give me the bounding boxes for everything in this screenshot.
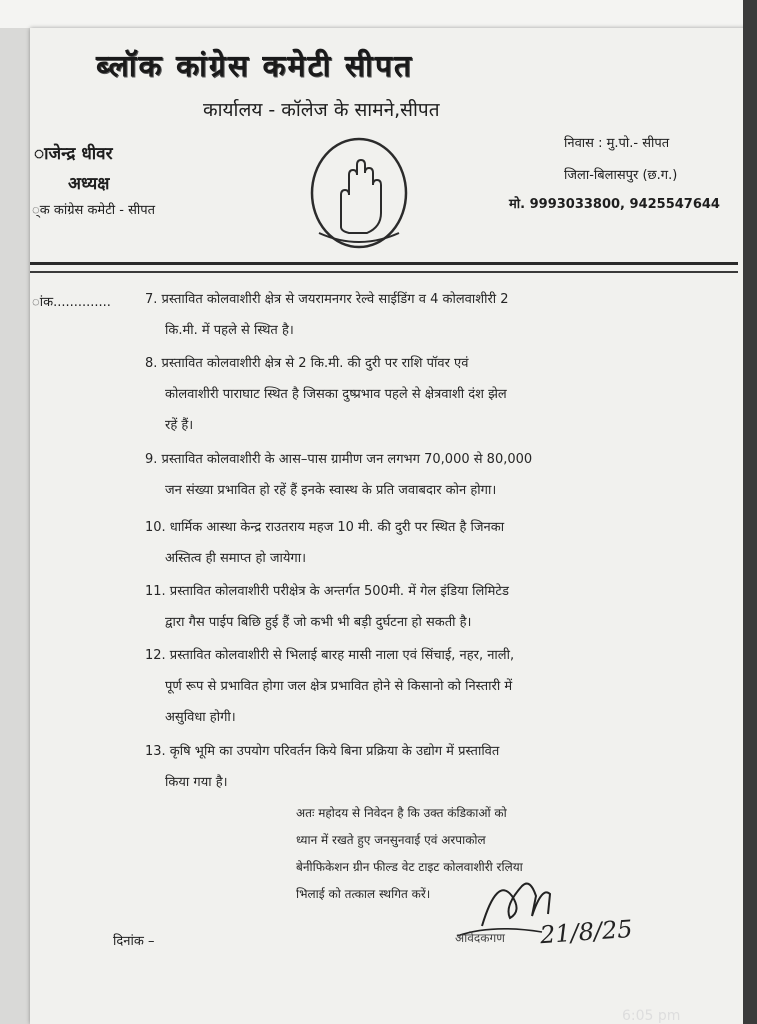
list-item-line: असुविधा होगी। [165, 710, 236, 725]
list-item-line: जन संख्या प्रभावित हो रहें हैं इनके स्वास्थ के प्रति जवाबदार कोन होगा। [165, 483, 497, 498]
list-item-7 [145, 284, 509, 346]
mobile-numbers: मो. 9993033800, 9425547644 [509, 197, 720, 212]
list-item-line: किया गया है। [165, 775, 228, 790]
list-item-line: 11. प्रस्तावित कोलवाशीरी परीक्षेत्र के अन्तर्गत 500मी. में गेल इंडिया लिमिटेड [145, 584, 509, 599]
reference-number-label: ांक.............. [32, 295, 111, 310]
list-item-line: पूर्ण रूप से प्रभावित होगा जल क्षेत्र प्रभावित होने से किसानो को निस्तारी में [165, 679, 513, 694]
list-item-8 [145, 348, 507, 441]
list-item-line: 13. कृषि भूमि का उपयोग परिवर्तन किये बिना प्रक्रिया के उद्योग में प्रस्तावित [145, 744, 500, 759]
letterhead-title: ब्लॉक कांग्रेस कमेटी सीपत [96, 49, 413, 84]
residence-address: निवास : मु.पो.- सीपत [564, 136, 670, 151]
district-address: जिला-बिलासपुर (छ.ग.) [564, 168, 678, 183]
list-item-line: द्वारा गैस पाईप बिछि हुई हैं जो कभी भी बड़ी दुर्घटना हो सकती है। [165, 615, 472, 630]
closing-line: बेनीफिकेशन ग्रीन फील्ड वेट टाइट कोलवाशीरी रलिया [296, 860, 523, 874]
office-address: कार्यालय - कॉलेज के सामने,सीपत [203, 99, 440, 121]
timestamp: 6:05 pm [622, 1008, 681, 1024]
top-strip [0, 0, 757, 28]
list-item-line: अस्तित्व ही समाप्त हो जायेगा। [165, 551, 307, 566]
applicant-label: आवेदकगण [455, 931, 505, 945]
list-item-line: 9. प्रस्तावित कोलवाशीरी के आस–पास ग्रामीण जन लगभग 70,000 से 80,000 [145, 452, 533, 467]
list-item-11 [145, 576, 509, 638]
date-label: दिनांक – [113, 934, 155, 949]
congress-hand-icon [307, 135, 411, 253]
list-item-9 [145, 444, 532, 506]
edge-shadow [743, 0, 757, 1024]
letterhead-rule-thin [30, 271, 738, 273]
list-item-line: रहें हैं। [165, 418, 194, 433]
closing-line: भिलाई को तत्काल स्थगित करें। [296, 887, 431, 901]
list-item-line: कि.मी. में पहले से स्थित है। [165, 323, 294, 338]
list-item-line: कोलवाशीरी पाराघाट स्थित है जिसका दुष्प्रभाव पहले से क्षेत्रवाशी दंश झेल [165, 387, 507, 402]
letterhead-rule-thick [30, 262, 738, 265]
president-role: अध्यक्ष [68, 174, 110, 194]
closing-line: ध्यान में रखते हुए जनसुनवाई एवं अरपाकोल [296, 833, 486, 847]
committee-name: ्क कांग्रेस कमेटी - सीपत [32, 203, 156, 218]
closing-line: अतः महोदय से निवेदन है कि उक्त कंडिकाओं को [296, 806, 507, 820]
list-item-line: 10. धार्मिक आस्था केन्द्र राउतराय महज 10 मी. की दुरी पर स्थित है जिनका [145, 520, 505, 535]
signature-date: 21/8/25 [539, 914, 634, 950]
list-item-10 [145, 512, 504, 574]
list-item-line: 12. प्रस्तावित कोलवाशीरी से भिलाई बारह मासी नाला एवं सिंचाई, नहर, नाली, [145, 648, 515, 663]
list-item-line: 7. प्रस्तावित कोलवाशीरी क्षेत्र से जयरामनगर रेल्वे साईडिंग व 4 कोलवाशीरी 2 [145, 292, 509, 307]
list-item-13 [145, 736, 499, 798]
list-item-line: 8. प्रस्तावित कोलवाशीरी क्षेत्र से 2 कि.मी. की दुरी पर राशि पॉवर एवं [145, 356, 469, 371]
list-item-12 [145, 640, 514, 733]
president-name: ाजेन्द्र धीवर [34, 144, 113, 164]
